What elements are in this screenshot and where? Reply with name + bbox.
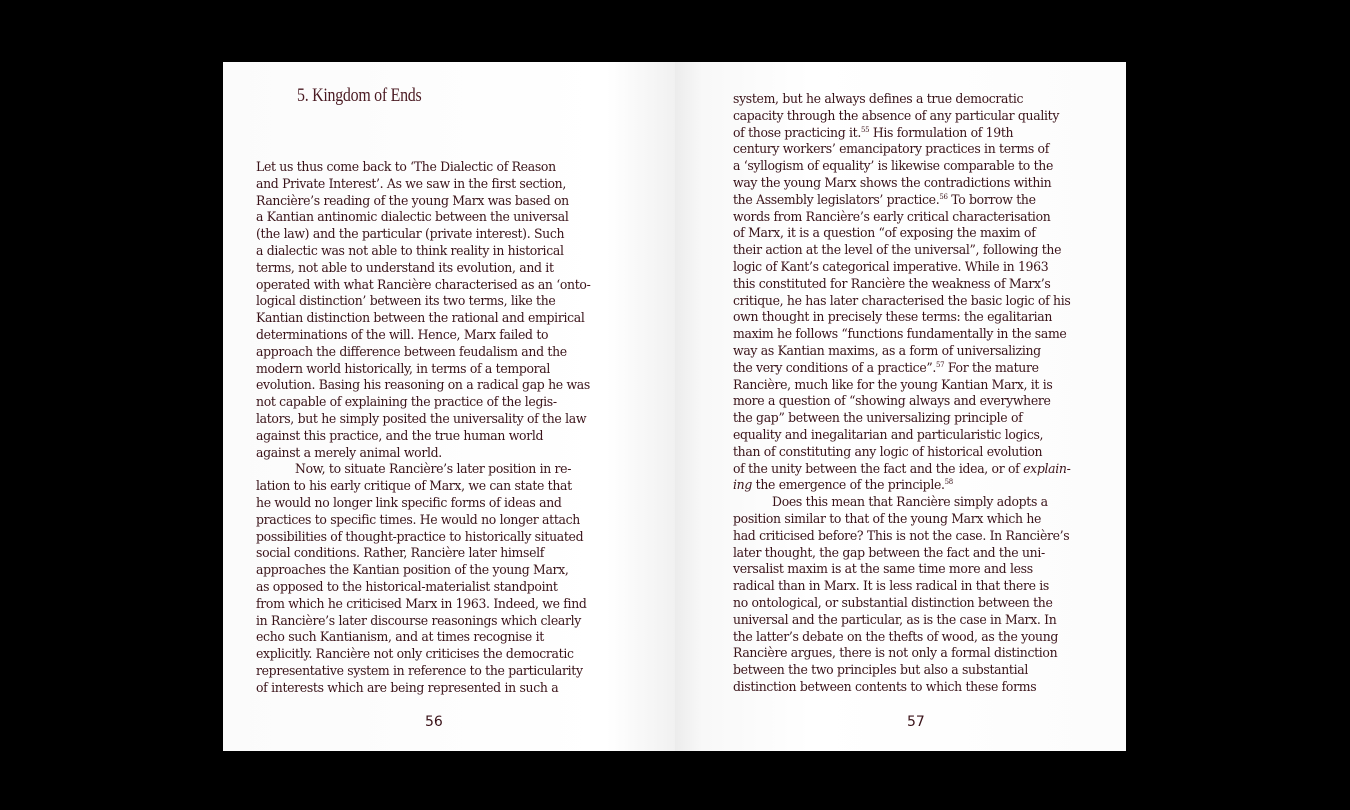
italic-fragment: ing	[733, 478, 753, 494]
text-line: distinction between contents to which these forms	[733, 679, 1037, 695]
text-line: determinations of the will. Hence, Marx failed to	[256, 327, 549, 343]
text-line: position similar to that of the young Marx which he	[733, 511, 1042, 527]
text-fragment: To borrow the	[947, 192, 1036, 208]
page-number: 56	[425, 714, 443, 730]
text-line: between the two principles but also a substantial	[733, 663, 1029, 679]
text-line: he would no longer link specific forms of ideas and	[256, 495, 562, 511]
text-line: evolution. Basing his reasoning on a radical gap he was	[256, 378, 590, 394]
text-line: of Marx, it is a question “of exposing the maxim of	[733, 226, 1036, 242]
text-line: approaches the Kantian position of the young Marx,	[256, 563, 569, 579]
text-line: echo such Kantianism, and at times recognise it	[256, 630, 544, 646]
text-line: Does this mean that Rancière simply adopts a	[772, 495, 1048, 511]
footnote-ref: 57	[936, 359, 945, 369]
text-fragment: the emergence of the principle.	[752, 478, 945, 494]
footnote-ref: 56	[939, 191, 948, 201]
left-page	[223, 62, 675, 751]
text-line	[733, 462, 1070, 479]
text-line	[733, 361, 1070, 378]
text-line: words from Rancière’s early critical characterisation	[733, 209, 1051, 225]
text-line: modern world historically, in terms of a temporal	[256, 361, 551, 377]
text-line: from which he criticised Marx in 1963. Indeed, we find	[256, 596, 587, 612]
text-fragment: His formulation of 19th	[869, 125, 1014, 141]
text-line: no ontological, or substantial distinction between the	[733, 595, 1053, 611]
text-line: a dialectic was not able to think reality in historical	[256, 243, 564, 259]
text-line: explicitly. Rancière not only criticises the democratic	[256, 647, 574, 663]
text-line: radical than in Marx. It is less radical in that there is	[733, 579, 1049, 595]
text-line: against this practice, and the true human world	[256, 428, 544, 444]
text-line: Rancière’s reading of the young Marx was based on	[256, 193, 569, 209]
text-line: of interests which are being represented in such a	[256, 680, 559, 696]
text-line: social conditions. Rather, Rancière later himself	[256, 546, 545, 562]
text-line: practices to specific times. He would no longer attach	[256, 512, 580, 528]
text-line: critique, he has later characterised the basic logic of his	[733, 293, 1071, 309]
text-line: Rancière, much like for the young Kantian Marx, it is	[733, 377, 1053, 393]
text-line: maxim he follows “functions fundamentally in the same	[733, 327, 1067, 343]
open-book	[223, 62, 1126, 751]
text-line: possibilities of thought-practice to historically situated	[256, 529, 584, 545]
text-line: Now, to situate Rancière’s later position in re-	[295, 462, 572, 478]
text-line: the gap” between the universalizing principle of	[733, 411, 1023, 427]
text-fragment: the Assembly legislators’ practice.	[733, 192, 940, 208]
text-line: Rancière argues, there is not only a formal distinction	[733, 646, 1058, 662]
text-line	[733, 193, 1070, 210]
left-body-text	[256, 160, 590, 698]
text-line: century workers’ emancipatory practices in terms of	[733, 142, 1050, 158]
text-line: the latter’s debate on the thefts of wood, as the young	[733, 629, 1059, 645]
text-line: later thought, the gap between the fact and the uni-	[733, 545, 1045, 561]
text-fragment: of those practicing it.	[733, 125, 861, 141]
text-line: Kantian distinction between the rational and empirical	[256, 311, 585, 327]
text-line: system, but he always defines a true democratic	[733, 92, 1024, 107]
text-line: in Rancière’s later discourse reasonings which clearly	[256, 613, 581, 629]
text-line: as opposed to the historical-materialist standpoint	[256, 579, 558, 595]
text-fragment: For the mature	[944, 360, 1039, 376]
text-line: than of constituting any logic of historical evolution	[733, 444, 1043, 460]
text-line: a ‘syllogism of equality’ is likewise comparable to the	[733, 159, 1053, 175]
text-line: terms, not able to understand its evolution, and it	[256, 260, 554, 276]
text-line: versalist maxim is at the same time more and less	[733, 562, 1033, 578]
chapter-title: 5. Kingdom of Ends	[297, 86, 422, 106]
text-line: operated with what Rancière characterised as an ‘onto-	[256, 277, 591, 293]
text-line	[733, 126, 1070, 143]
text-line: logic of Kant’s categorical imperative. While in 1963	[733, 259, 1049, 275]
text-fragment: the very conditions of a practice”.	[733, 360, 937, 376]
text-line: representative system in reference to the particularity	[256, 663, 583, 679]
text-line: and Private Interest’. As we saw in the first section,	[256, 176, 566, 192]
italic-fragment: explain-	[1023, 461, 1071, 477]
text-line: Let us thus come back to ‘The Dialectic of Reason	[256, 160, 556, 175]
text-line: logical distinction’ between its two terms, like the	[256, 294, 556, 310]
text-line: capacity through the absence of any particular quality	[733, 108, 1060, 124]
text-line: universal and the particular, as is the case in Marx. In	[733, 612, 1057, 628]
text-line: way the young Marx shows the contradictions within	[733, 175, 1052, 191]
text-line: their action at the level of the universal”, following the	[733, 243, 1062, 259]
footnote-ref: 55	[860, 124, 870, 134]
text-line: own thought in precisely these terms: the egalitarian	[733, 310, 1053, 326]
text-line: against a merely animal world.	[256, 445, 442, 461]
page-number: 57	[907, 714, 925, 730]
text-line: had criticised before? This is not the case. In Rancière’s	[733, 528, 1070, 544]
text-line	[733, 478, 1070, 495]
right-page	[675, 62, 1126, 751]
text-line: a Kantian antinomic dialectic between the universal	[256, 210, 569, 226]
text-line: more a question of “showing always and everywhere	[733, 394, 1051, 410]
text-line: not capable of explaining the practice of the legis-	[256, 395, 557, 411]
text-line: lation to his early critique of Marx, we can state that	[256, 479, 572, 495]
text-line: this constituted for Rancière the weakness of Marx’s	[733, 276, 1051, 292]
text-line: equality and inegalitarian and particularistic logics,	[733, 427, 1044, 443]
text-line: lators, but he simply posited the universality of the law	[256, 411, 587, 427]
text-line: approach the difference between feudalism and the	[256, 344, 567, 360]
footnote-ref: 58	[944, 477, 953, 487]
text-fragment: of the unity between the fact and the idea, or of	[733, 461, 1024, 477]
text-line: (the law) and the particular (private interest). Such	[256, 227, 565, 243]
text-line: way as Kantian maxims, as a form of universalizing	[733, 343, 1041, 359]
right-body-text	[733, 92, 1070, 697]
